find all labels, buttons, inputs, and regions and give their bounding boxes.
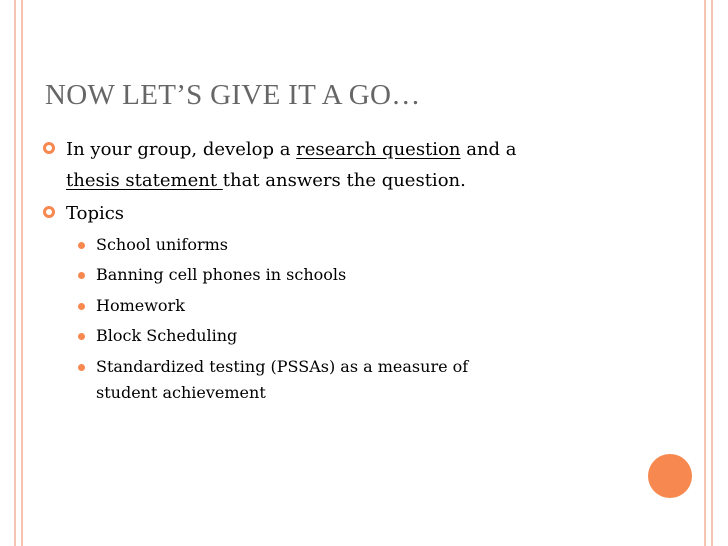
- topic-text: Banning cell phones in schools: [96, 265, 347, 284]
- border-line-left-inner: [21, 0, 23, 546]
- dot-bullet-icon: [78, 242, 85, 249]
- ring-bullet-icon: [43, 206, 55, 218]
- topic-text: School uniforms: [96, 235, 229, 254]
- border-line-right-inner: [704, 0, 706, 546]
- topic-text: Block Scheduling: [96, 326, 238, 345]
- bullet-1-text-c: that answers the question.: [222, 170, 466, 191]
- border-line-right-outer: [711, 0, 713, 546]
- bullet-1-line-1: [66, 134, 517, 165]
- bullet-1-line-2: [66, 165, 466, 196]
- bullet-1-text-a: In your group, develop a: [66, 139, 297, 160]
- dot-bullet-icon: [78, 303, 85, 310]
- bullet-1-text-b: and a: [460, 139, 517, 160]
- decorative-circle: [648, 454, 692, 498]
- topic-text: Standardized testing (PSSAs) as a measure of: [96, 357, 469, 376]
- dot-bullet-icon: [78, 364, 85, 371]
- dot-bullet-icon: [78, 333, 85, 340]
- topics-heading: Topics: [66, 203, 125, 224]
- border-line-left-outer: [14, 0, 16, 546]
- dot-bullet-icon: [78, 272, 85, 279]
- thesis-statement-link[interactable]: thesis statement: [66, 170, 223, 191]
- research-question-link[interactable]: research question: [296, 139, 461, 160]
- ring-bullet-icon: [43, 142, 55, 154]
- topic-text-continued: student achievement: [96, 383, 266, 402]
- topic-text: Homework: [96, 296, 185, 315]
- slide-title: NOW LET’S GIVE IT A GO…: [45, 79, 421, 111]
